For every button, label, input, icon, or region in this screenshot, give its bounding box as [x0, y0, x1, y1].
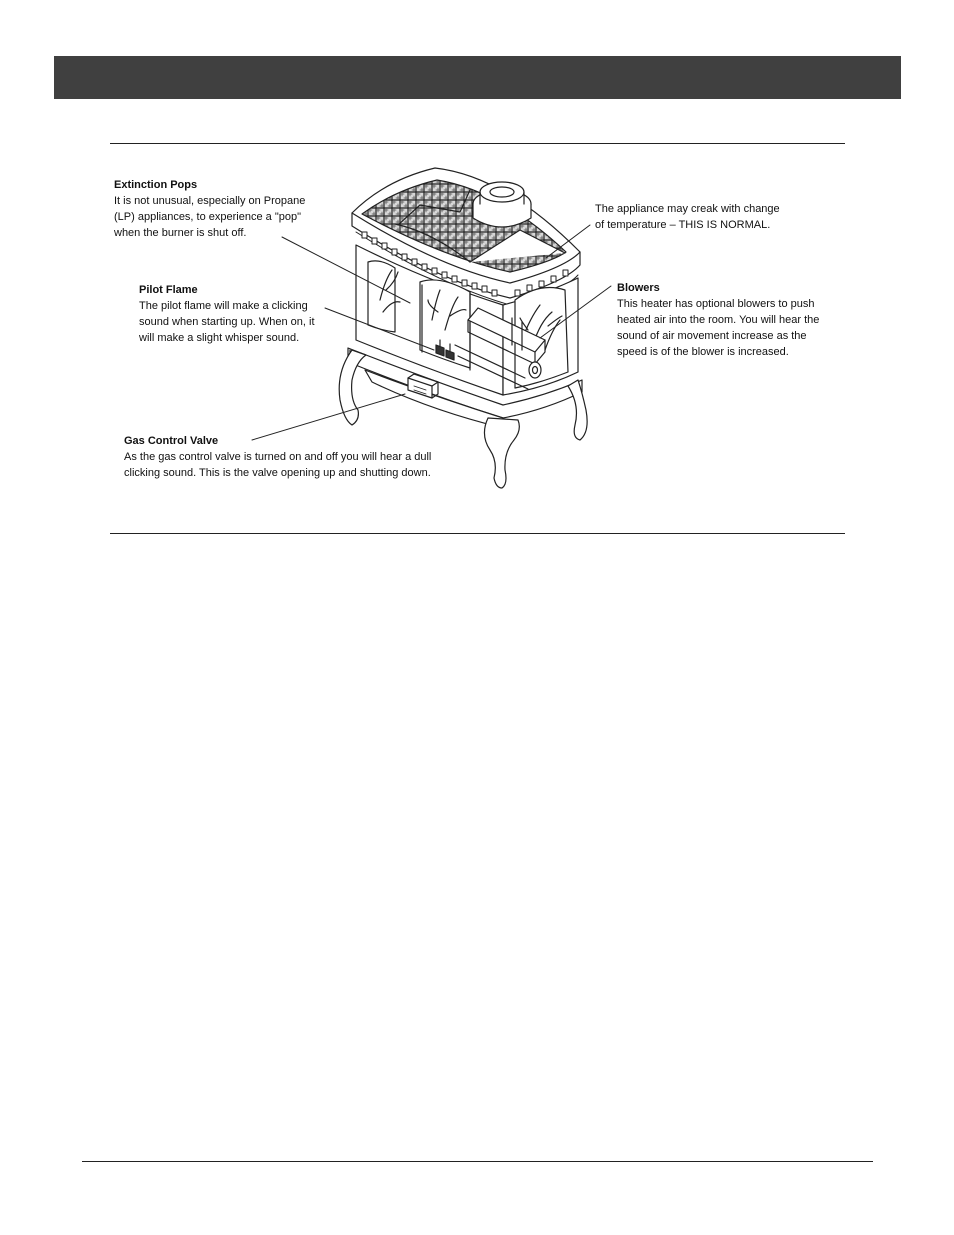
callout-title: Gas Control Valve — [124, 435, 219, 447]
callout-title: Pilot Flame — [139, 284, 198, 296]
callout-body: The pilot flame will make a clicking sound when starting up. When on, it will make a slight whisper sound. — [139, 300, 315, 344]
callout-extinction-pops — [114, 177, 305, 241]
callout-blowers — [617, 280, 819, 360]
callout-body: The appliance may creak with change of temperature – THIS IS NORMAL. — [595, 203, 780, 231]
callout-pilot-flame — [139, 282, 315, 346]
flue-collar — [473, 182, 531, 227]
callout-title: Extinction Pops — [114, 179, 198, 191]
callout-creak — [595, 201, 780, 233]
callout-body: This heater has optional blowers to push heated air into the room. You will hear the sound of air movement increase as the speed is of the blower is increased. — [617, 298, 820, 358]
callout-title: Blowers — [617, 282, 660, 294]
callout-body: It is not unusual, especially on Propane (LP) appliances, to experience a "pop" when the burner is shut off. — [114, 195, 306, 239]
figure-bottom-rule — [110, 533, 845, 534]
callout-body: As the gas control valve is turned on and off you will hear a dull clicking sound. This is the valve opening up and shutting down. — [124, 451, 432, 479]
footer-rule — [82, 1161, 873, 1162]
callout-gas-control-valve — [124, 433, 431, 481]
